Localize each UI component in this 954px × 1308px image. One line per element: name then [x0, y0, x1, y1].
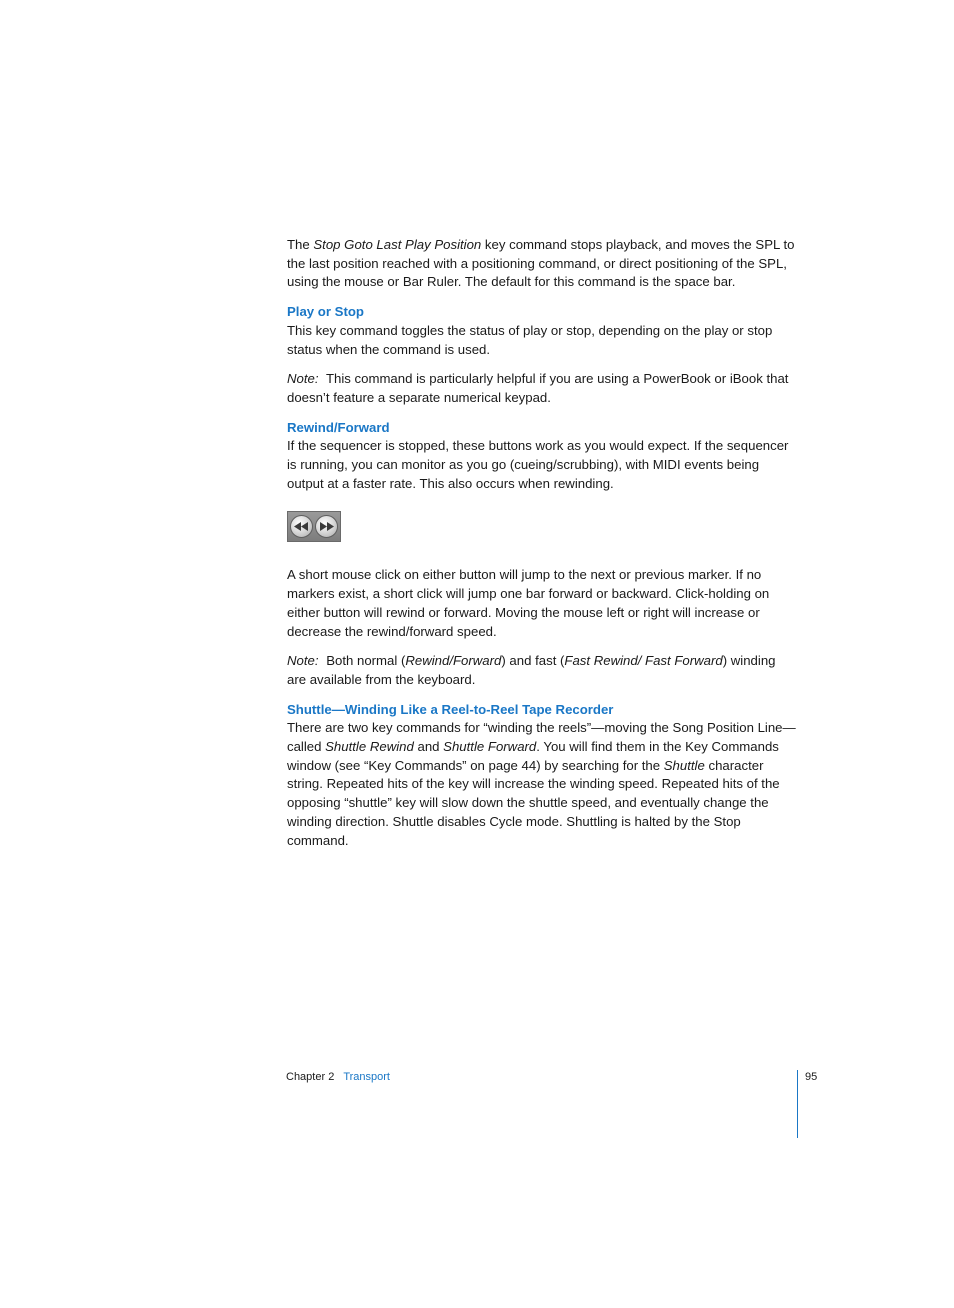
shuttle-command-name: Shuttle Rewind [325, 739, 414, 755]
footer-divider [797, 1070, 798, 1138]
rewind-forward-heading: Rewind/Forward [287, 419, 390, 435]
page-number: 95 [805, 1071, 818, 1083]
note-label: Note: [287, 653, 319, 669]
rewind-forward-paragraph: If the sequencer is stopped, these buttons work as you would expect. If the sequencer is running, you can monitor as you go (cueing/scrubbing), with MIDI events being output at a faster rate. This also occurs when rewinding. [287, 438, 789, 491]
shuttle-paragraph [287, 719, 797, 850]
page-body [287, 236, 797, 861]
shuttle-text: There are two key commands for “winding the reels”—moving the Song Position Line—called [287, 720, 796, 755]
shuttle-heading: Shuttle—Winding Like a Reel-to-Reel Tape Recorder [287, 701, 614, 717]
intro-paragraph [287, 236, 797, 292]
page-footer [286, 1070, 390, 1084]
note-text: ) and fast ( [501, 653, 565, 669]
footer-chapter: Chapter 2 [286, 1071, 335, 1083]
intro-command-name: Stop Goto Last Play Position [313, 237, 482, 252]
fast-forward-icon [315, 515, 338, 538]
rewind-forward-buttons-image [287, 511, 341, 542]
shuttle-text: . You will find them in the Key Commands window (see “Key Commands” on page 44) by searching for the [287, 739, 779, 773]
intro-text: The [287, 237, 314, 252]
shuttle-text: character string. Repeated hits of the key will increase the winding speed. Repeated hits of the opposing “shuttle” key will slow down the shuttle speed, and eventually change the winding direction. Shuttle disables Cycle mode. Shuttling is halted by the Stop command. [287, 757, 780, 848]
footer-section: Transport [343, 1071, 390, 1083]
note-text: This command is particularly helpful if you are using a PowerBook or iBook that doesn’t feature a separate numerical keypad. [287, 371, 789, 405]
shuttle-command-name: Shuttle Forward [443, 739, 537, 755]
note-text: Both normal ( [322, 653, 406, 669]
rewind-forward-paragraph-2: A short mouse click on either button will jump to the next or previous marker. If no markers exist, a short click will jump one bar forward or backward. Click-holding on either button will rewind or forward. Moving the mouse left or right will increase or decrease the rewind/forward speed. [287, 567, 770, 639]
rewind-forward-note [287, 652, 797, 689]
note-command-name: Rewind/Forward [405, 653, 502, 669]
intro-text-end: key command stops playback, and moves the SPL to the last position reached with a positioning command, or direct positioning of the SPL, using the mouse or Bar Ruler. The default for this command is the space bar. [287, 237, 795, 290]
note-label: Note: [287, 371, 319, 387]
shuttle-search-string: Shuttle [663, 757, 705, 773]
note-text: ) winding are available from the keyboard. [287, 653, 776, 687]
play-or-stop-paragraph: This key command toggles the status of play or stop, depending on the play or stop status when the command is used. [287, 322, 773, 357]
play-or-stop-heading: Play or Stop [287, 304, 364, 320]
rewind-icon [290, 515, 313, 538]
shuttle-text: and [413, 739, 444, 755]
play-or-stop-note [287, 370, 797, 407]
note-command-name: Fast Rewind/ Fast Forward [564, 653, 723, 669]
